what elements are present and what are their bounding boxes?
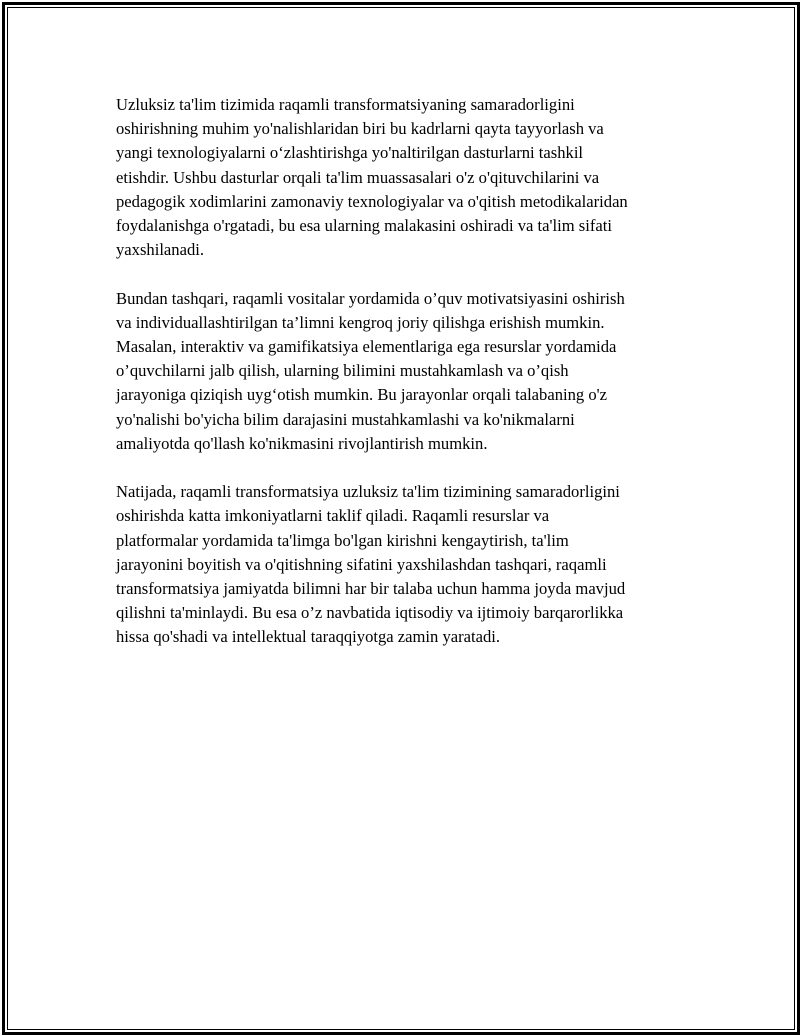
text-line: platformalar yordamida ta'limga bo'lgan kirishni kengaytirish, ta'lim (116, 530, 569, 550)
paragraph-2 (116, 287, 706, 456)
text-line: oshirishda katta imkoniyatlarni taklif qiladi. Raqamli resurslar va (116, 506, 550, 526)
text-line: etishdir. Ushbu dasturlar orqali ta'lim muassasalari o'z o'qituvchilarini va (116, 167, 600, 187)
paragraph-3 (116, 480, 706, 649)
text-line: Bundan tashqari, raqamli vositalar yordamida o’quv motivatsiyasini oshirish (116, 288, 625, 308)
text-line: pedagogik xodimlarini zamonaviy texnologiyalar va o'qitish metodikalaridan (116, 191, 628, 211)
text-line: yaxshilanadi. (116, 240, 205, 260)
text-line: o’quvchilarni jalb qilish, ularning bilimini mustahkamlash va o’qish (116, 361, 569, 381)
document-body (116, 93, 706, 674)
text-line: transformatsiya jamiyatda bilimni har bir talaba uchun hamma joyda mavjud (116, 579, 626, 599)
text-line: oshirishning muhim yo'nalishlaridan biri bu kadrlarni qayta tayyorlash va (116, 119, 604, 139)
text-line: jarayoniga qiziqish uyg‘otish mumkin. Bu jarayonlar orqali talabaning o'z (116, 385, 608, 405)
text-line: jarayonini boyitish va o'qitishning sifatini yaxshilashdan tashqari, raqamli (116, 554, 607, 574)
text-line: Uzluksiz ta'lim tizimida raqamli transformatsiyaning samaradorligini (116, 95, 575, 114)
text-line: amaliyotda qo'llash ko'nikmasini rivojlantirish mumkin. (116, 433, 488, 453)
paragraph-1 (116, 93, 706, 262)
text-line: foydalanishga o'rgatadi, bu esa ularning malakasini oshiradi va ta'lim sifati (116, 216, 612, 236)
text-line: va individuallashtirilgan ta’limni kengroq joriy qilishga erishish mumkin. (116, 312, 605, 332)
text-line: yo'nalishi bo'yicha bilim darajasini mustahkamlashi va ko'nikmalarni (116, 409, 575, 429)
text-line: Natijada, raqamli transformatsiya uzluksiz ta'lim tizimining samaradorligini (116, 482, 620, 502)
text-line: yangi texnologiyalarni o‘zlashtirishga yo'naltirilgan dasturlarni tashkil (116, 143, 584, 163)
text-line: hissa qo'shadi va intellektual taraqqiyotga zamin yaratadi. (116, 627, 501, 647)
text-line: Masalan, interaktiv va gamifikatsiya elementlariga ega resurslar yordamida (116, 337, 617, 357)
text-line: qilishni ta'minlaydi. Bu esa o’z navbatida iqtisodiy va ijtimoiy barqarorlikka (116, 603, 624, 623)
